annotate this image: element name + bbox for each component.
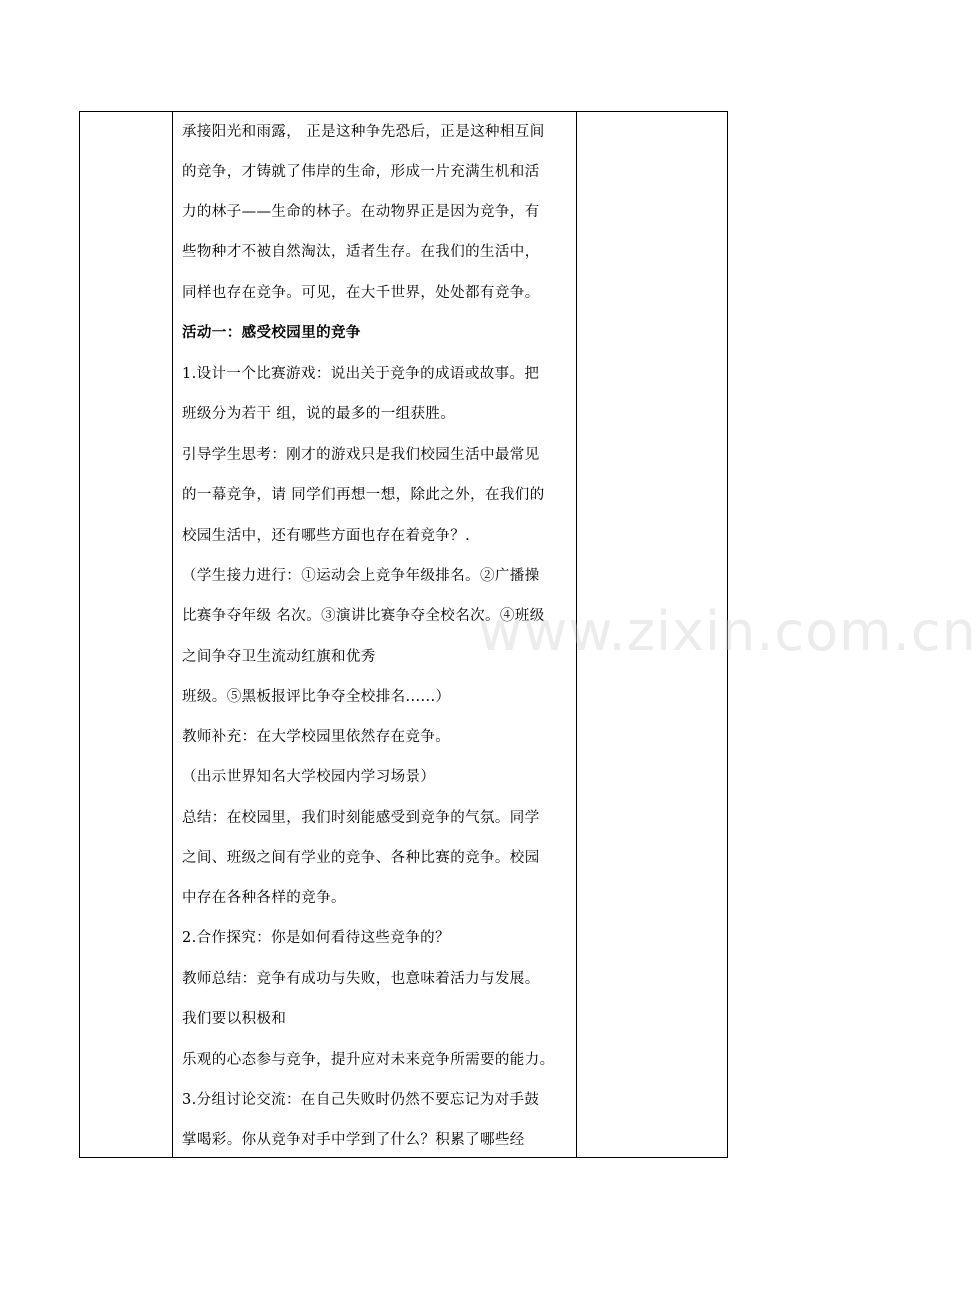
text-line: （学生接力进行：①运动会上竞争年级排名。②广播操: [182, 568, 540, 584]
text-line: 之间、班级之间有学业的竞争、各种比赛的竞争。校园: [182, 850, 540, 866]
text-line: 乐观的心态参与竞争，提升应对未来竞争所需要的能力。: [182, 1052, 555, 1068]
left-column-cell: [80, 112, 172, 1157]
activity-heading: 活动一：感受校园里的竞争: [182, 324, 361, 341]
right-column-cell: [577, 112, 727, 1157]
text-line: 的一幕竞争，请 同学们再想一想，除此之外，在我们的: [182, 487, 545, 503]
text-line: （出示世界知名大学校园内学习场景）: [182, 769, 436, 785]
text-line: 掌喝彩。你从竞争对手中学到了什么？积累了哪些经: [182, 1132, 525, 1148]
text-line: 力的林子——生命的林子。在动物界正是因为竞争，有: [182, 204, 540, 220]
text-line: 总结：在校园里，我们时刻能感受到竞争的气氛。同学: [182, 810, 540, 826]
text-line: 承接阳光和雨露， 正是这种争先恐后，正是这种相互间: [182, 124, 545, 140]
text-line: 同样也存在竞争。可见，在大千世界，处处都有竞争。: [182, 285, 540, 301]
text-line: 中存在各种各样的竞争。: [182, 890, 346, 906]
lesson-table: [79, 111, 728, 1158]
text-line: 的竞争，才铸就了伟岸的生命，形成一片充满生机和活: [182, 164, 540, 180]
text-line: 1.设计一个比赛游戏：说出关于竞争的成语或故事。把: [182, 366, 540, 382]
text-line: 班级。⑤黑板报评比争夺全校排名......）: [182, 689, 451, 705]
text-line: 校园生活中，还有哪些方面也存在着竞争？.: [182, 528, 471, 544]
text-line: 班级分为若干 组，说的最多的一组获胜。: [182, 406, 456, 422]
text-line: 我们要以积极和: [182, 1011, 287, 1027]
watermark: www.zixin.com.cn: [478, 600, 977, 663]
text-line: 些物种才不被自然淘汰，适者生存。在我们的生活中，: [182, 244, 540, 260]
text-line: 之间争夺卫生流动红旗和优秀: [182, 649, 376, 665]
text-line: 3.分组讨论交流：在自己失败时仍然不要忘记为对手鼓: [182, 1092, 540, 1108]
text-line: 比赛争夺年级 名次。③演讲比赛争夺全校名次。④班级: [182, 608, 545, 624]
main-content-cell: [173, 112, 576, 1157]
text-line: 教师补充：在大学校园里依然存在竞争。: [182, 729, 451, 745]
text-line: 2.合作探究：你是如何看待这些竞争的？: [182, 930, 450, 946]
text-line: 教师总结：竞争有成功与失败，也意味着活力与发展。: [182, 971, 540, 987]
text-line: 引导学生思考：刚才的游戏只是我们校园生活中最常见: [182, 447, 540, 463]
